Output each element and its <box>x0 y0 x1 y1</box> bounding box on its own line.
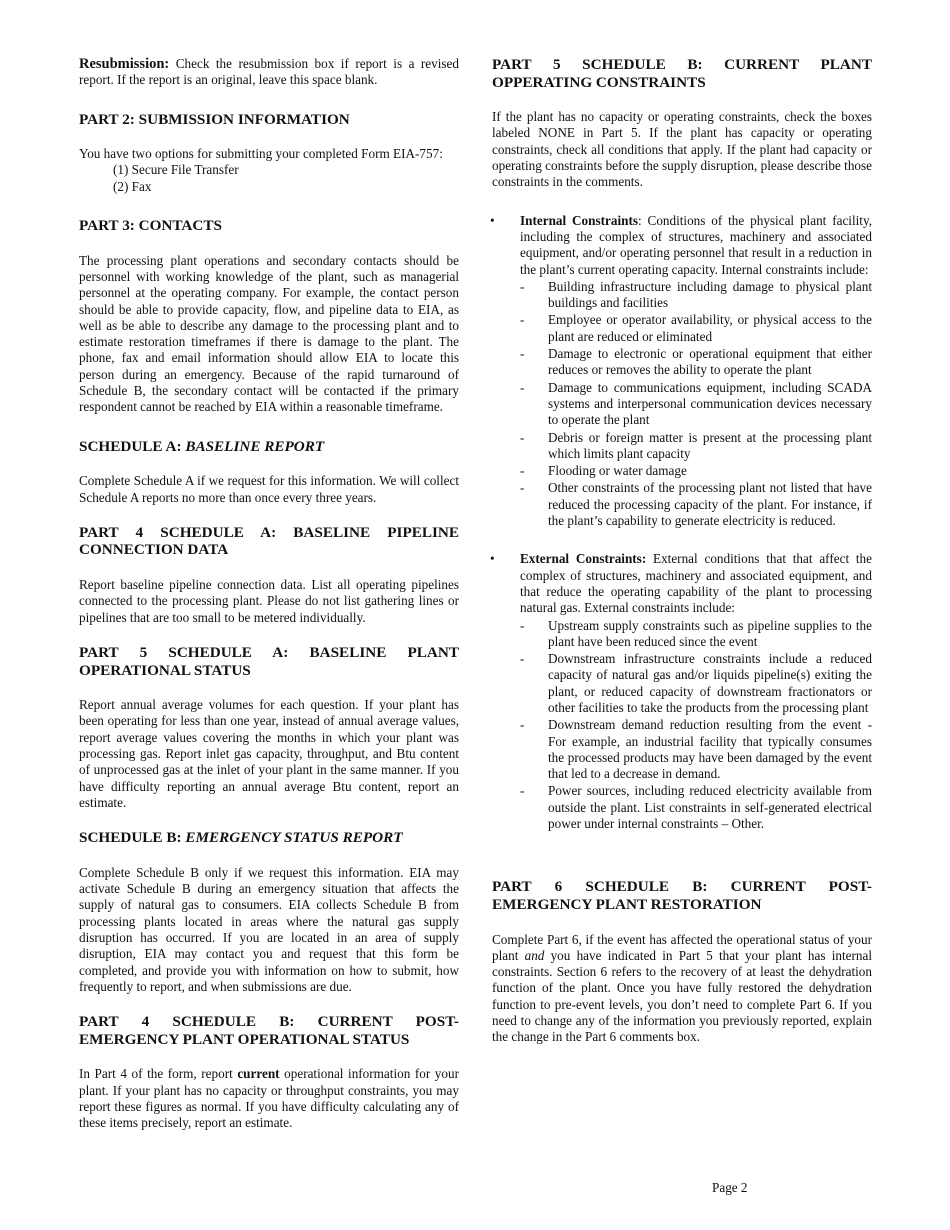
external-constraints-text: External conditions that that affect the complex of structures, machinery and associated equipment, and that reduce the operating capability of the plant to processing natural gas. External constraints include: <box>520 551 873 616</box>
dash-icon: - <box>520 480 525 496</box>
dash-icon: - <box>520 346 525 362</box>
part4a-text: Report baseline pipeline connection data. List all operating pipelines connected to the processing plant. Please do not list gathering lines or pipelines that are too small to be metered individually. <box>79 577 459 625</box>
part5a-text: Report annual average volumes for each question. If your plant has been operating for less than one year, instead of annual average values, report average values covering the months in which your plant was processing gas. Report inlet gas capacity, throughput, and Btu content of unprocessed gas at the inlet of your plant in the same manner. If you have difficulty reporting an annual average Btu content, report an estimate. <box>79 697 459 810</box>
schedule-a-title: BASELINE REPORT <box>185 437 325 455</box>
internal-constraints-label: Internal Constraints <box>520 212 638 228</box>
dash-icon: - <box>520 278 525 294</box>
schedule-a-heading <box>79 438 459 456</box>
part4b-text-bold: current <box>237 1066 280 1082</box>
dash-icon: - <box>520 617 525 633</box>
part2-option-1: (1) Secure File Transfer <box>113 162 239 178</box>
dash-icon: - <box>520 717 525 733</box>
part5b-heading: PART 5 SCHEDULE B: CURRENT PLANT OPPERATING CONSTRAINTS <box>492 56 872 91</box>
list-item <box>520 717 872 782</box>
right-column <box>492 56 872 1046</box>
list-item <box>520 480 872 529</box>
left-column <box>79 56 459 1132</box>
list-item-text: Damage to communications equipment, including SCADA systems and interpersonal communication devices necessary to operate the plant <box>548 379 872 428</box>
part4b-text <box>79 1066 459 1131</box>
part6b-heading: PART 6 SCHEDULE B: CURRENT POST-EMERGENCY PLANT RESTORATION <box>492 878 872 913</box>
list-item <box>520 463 872 479</box>
dash-icon: - <box>520 379 525 395</box>
resubmission-paragraph <box>79 56 459 89</box>
list-item <box>520 380 872 429</box>
list-item <box>520 312 872 345</box>
list-item-text: Power sources, including reduced electricity available from outside the plant. List constraints in self-generated electrical power under internal constraints – Other. <box>548 783 872 832</box>
list-item <box>520 651 872 716</box>
external-constraints-label: External Constraints: <box>520 551 647 567</box>
part4b-text-after: operational information for your plant. If your plant has no capacity or throughput constraints, you may report these figures as normal. If you have difficulty calculating any of these items precisely, report an estimate. <box>79 1066 459 1131</box>
bullet-icon: • <box>490 212 495 228</box>
list-item-text: Downstream infrastructure constraints include a reduced capacity of natural gas and/or liquids pipeline(s) exiting the plant, or reduced capacity of downstream fractionators or other facilities to take the products from the processing plant <box>548 651 872 715</box>
part4b-text-before: In Part 4 of the form, report <box>79 1066 238 1082</box>
part6b-text-em: and <box>524 947 545 963</box>
page-number: Page 2 <box>712 1180 748 1195</box>
list-item <box>520 618 872 651</box>
internal-constraints-bullet <box>492 213 872 530</box>
list-item-text: Other constraints of the processing plant not listed that have reduced the processing capacity of the plant. For instance, if the plant’s capability to generate electricity is reduced. <box>548 480 872 529</box>
part5b-text: If the plant has no capacity or operating constraints, check the boxes labeled NONE in Part 5. If the plant has capacity or operating constraints, check all conditions that apply. If the plant had capacity or operating constraints before the supply disruption, please describe those constraints in the comments. <box>492 109 872 190</box>
list-item-text: Debris or foreign matter is present at the processing plant which limits plant capacity <box>548 429 872 461</box>
dash-icon: - <box>520 312 525 328</box>
list-item-text: Downstream demand reduction resulting from the event - For example, an industrial facility that typically consumes the processed products may have been damaged by the event that led to a decrease in demand. <box>548 717 872 782</box>
schedule-b-prefix: SCHEDULE B: <box>79 829 186 847</box>
dash-icon: - <box>520 783 525 799</box>
part2-heading: PART 2: SUBMISSION INFORMATION <box>79 110 350 128</box>
external-constraints-paragraph <box>520 551 872 616</box>
schedule-a-prefix: SCHEDULE A: <box>79 437 186 455</box>
part2-intro: You have two options for submitting your completed Form EIA-757: <box>79 146 443 162</box>
list-item <box>520 430 872 463</box>
list-item <box>520 346 872 379</box>
part4a-heading: PART 4 SCHEDULE A: BASELINE PIPELINE CONNECTION DATA <box>79 523 459 559</box>
list-item <box>520 783 872 832</box>
resubmission-text: Check the resubmission box if report is a revised report. If the report is an original, leave this space blank. <box>79 56 459 88</box>
list-item-text: Employee or operator availability, or physical access to the plant are reduced or eliminated <box>548 312 872 344</box>
part3-text: The processing plant operations and secondary contacts should be personnel with working knowledge of the plant, such as managerial personnel at the operating company. For example, the contact person should be able to provide capacity, flow, and pipeline data to EIA, as well as be able to describe any damage to the processing plant and to estimate restoration timeframes if there is damage to the plant. The phone, fax and email information should allow EIA to locate this person during an emergency. Because of the rapid turnaround of Schedule B, the secondary contact will be contacted if the primary respondent cannot be reached by EIA within a reasonable timeframe. <box>79 252 459 415</box>
dash-icon: - <box>520 463 525 479</box>
schedule-b-heading <box>79 829 459 847</box>
list-item-text: Building infrastructure including damage to physical plant buildings and facilities <box>548 278 872 311</box>
schedule-b-title: EMERGENCY STATUS REPORT <box>185 829 403 847</box>
list-item <box>520 279 872 312</box>
internal-constraints-paragraph <box>520 213 872 278</box>
schedule-b-text: Complete Schedule B only if we request this information. EIA may activate Schedule B during an emergency situation that affects the supply of natural gas to consumers. EIA collects Schedule B from processing plants located in areas where the natural gas supply disruption has occurred. If you are located in an area of supply disruption, EIA may contact you and request that this form be completed, and provide you with information on how to submit, how frequently to report, and when submissions are due. <box>79 864 459 994</box>
part4b-heading: PART 4 SCHEDULE B: CURRENT POST-EMERGENCY PLANT OPERATIONAL STATUS <box>79 1013 459 1048</box>
list-item-text: Damage to electronic or operational equipment that either reduces or removes the ability to operate the plant <box>548 346 872 378</box>
dash-icon: - <box>520 429 525 445</box>
part6b-text <box>492 932 872 1046</box>
external-constraints-bullet <box>492 551 872 832</box>
list-item-text: Upstream supply constraints such as pipeline supplies to the plant have been reduced since the event <box>548 617 872 649</box>
part5a-heading: PART 5 SCHEDULE A: BASELINE PLANT OPERATIONAL STATUS <box>79 643 459 679</box>
list-item-text: Flooding or water damage <box>548 463 687 479</box>
part3-heading: PART 3: CONTACTS <box>79 217 222 235</box>
bullet-icon: • <box>490 551 495 567</box>
part6b-text-before: Complete Part 6, if the event has affected the operational status of your plant <box>492 931 872 963</box>
schedule-a-text: Complete Schedule A if we request for this information. We will collect Schedule A reports no more than once every three years. <box>79 473 459 505</box>
part2-option-2: (2) Fax <box>113 178 152 194</box>
resubmission-label: Resubmission: <box>79 56 170 72</box>
part6b-text-after: you have indicated in Part 5 that your plant has internal constraints. Section 6 refers to the recovery of at least the dehydration function of the plant. Once you have fully restored the dehydration function to pre-event levels, you don’t need to complete Part 6. If you need to change any of the information you previously reported, explain the change in the Part 6 comments box. <box>492 947 872 1045</box>
dash-icon: - <box>520 651 525 667</box>
internal-constraints-text: : Conditions of the physical plant facility, including the complex of structures, machinery and associated equipment, and/or operating personnel that result in a reduction in the plant’s current operating capacity. Internal constraints include: <box>520 212 872 277</box>
